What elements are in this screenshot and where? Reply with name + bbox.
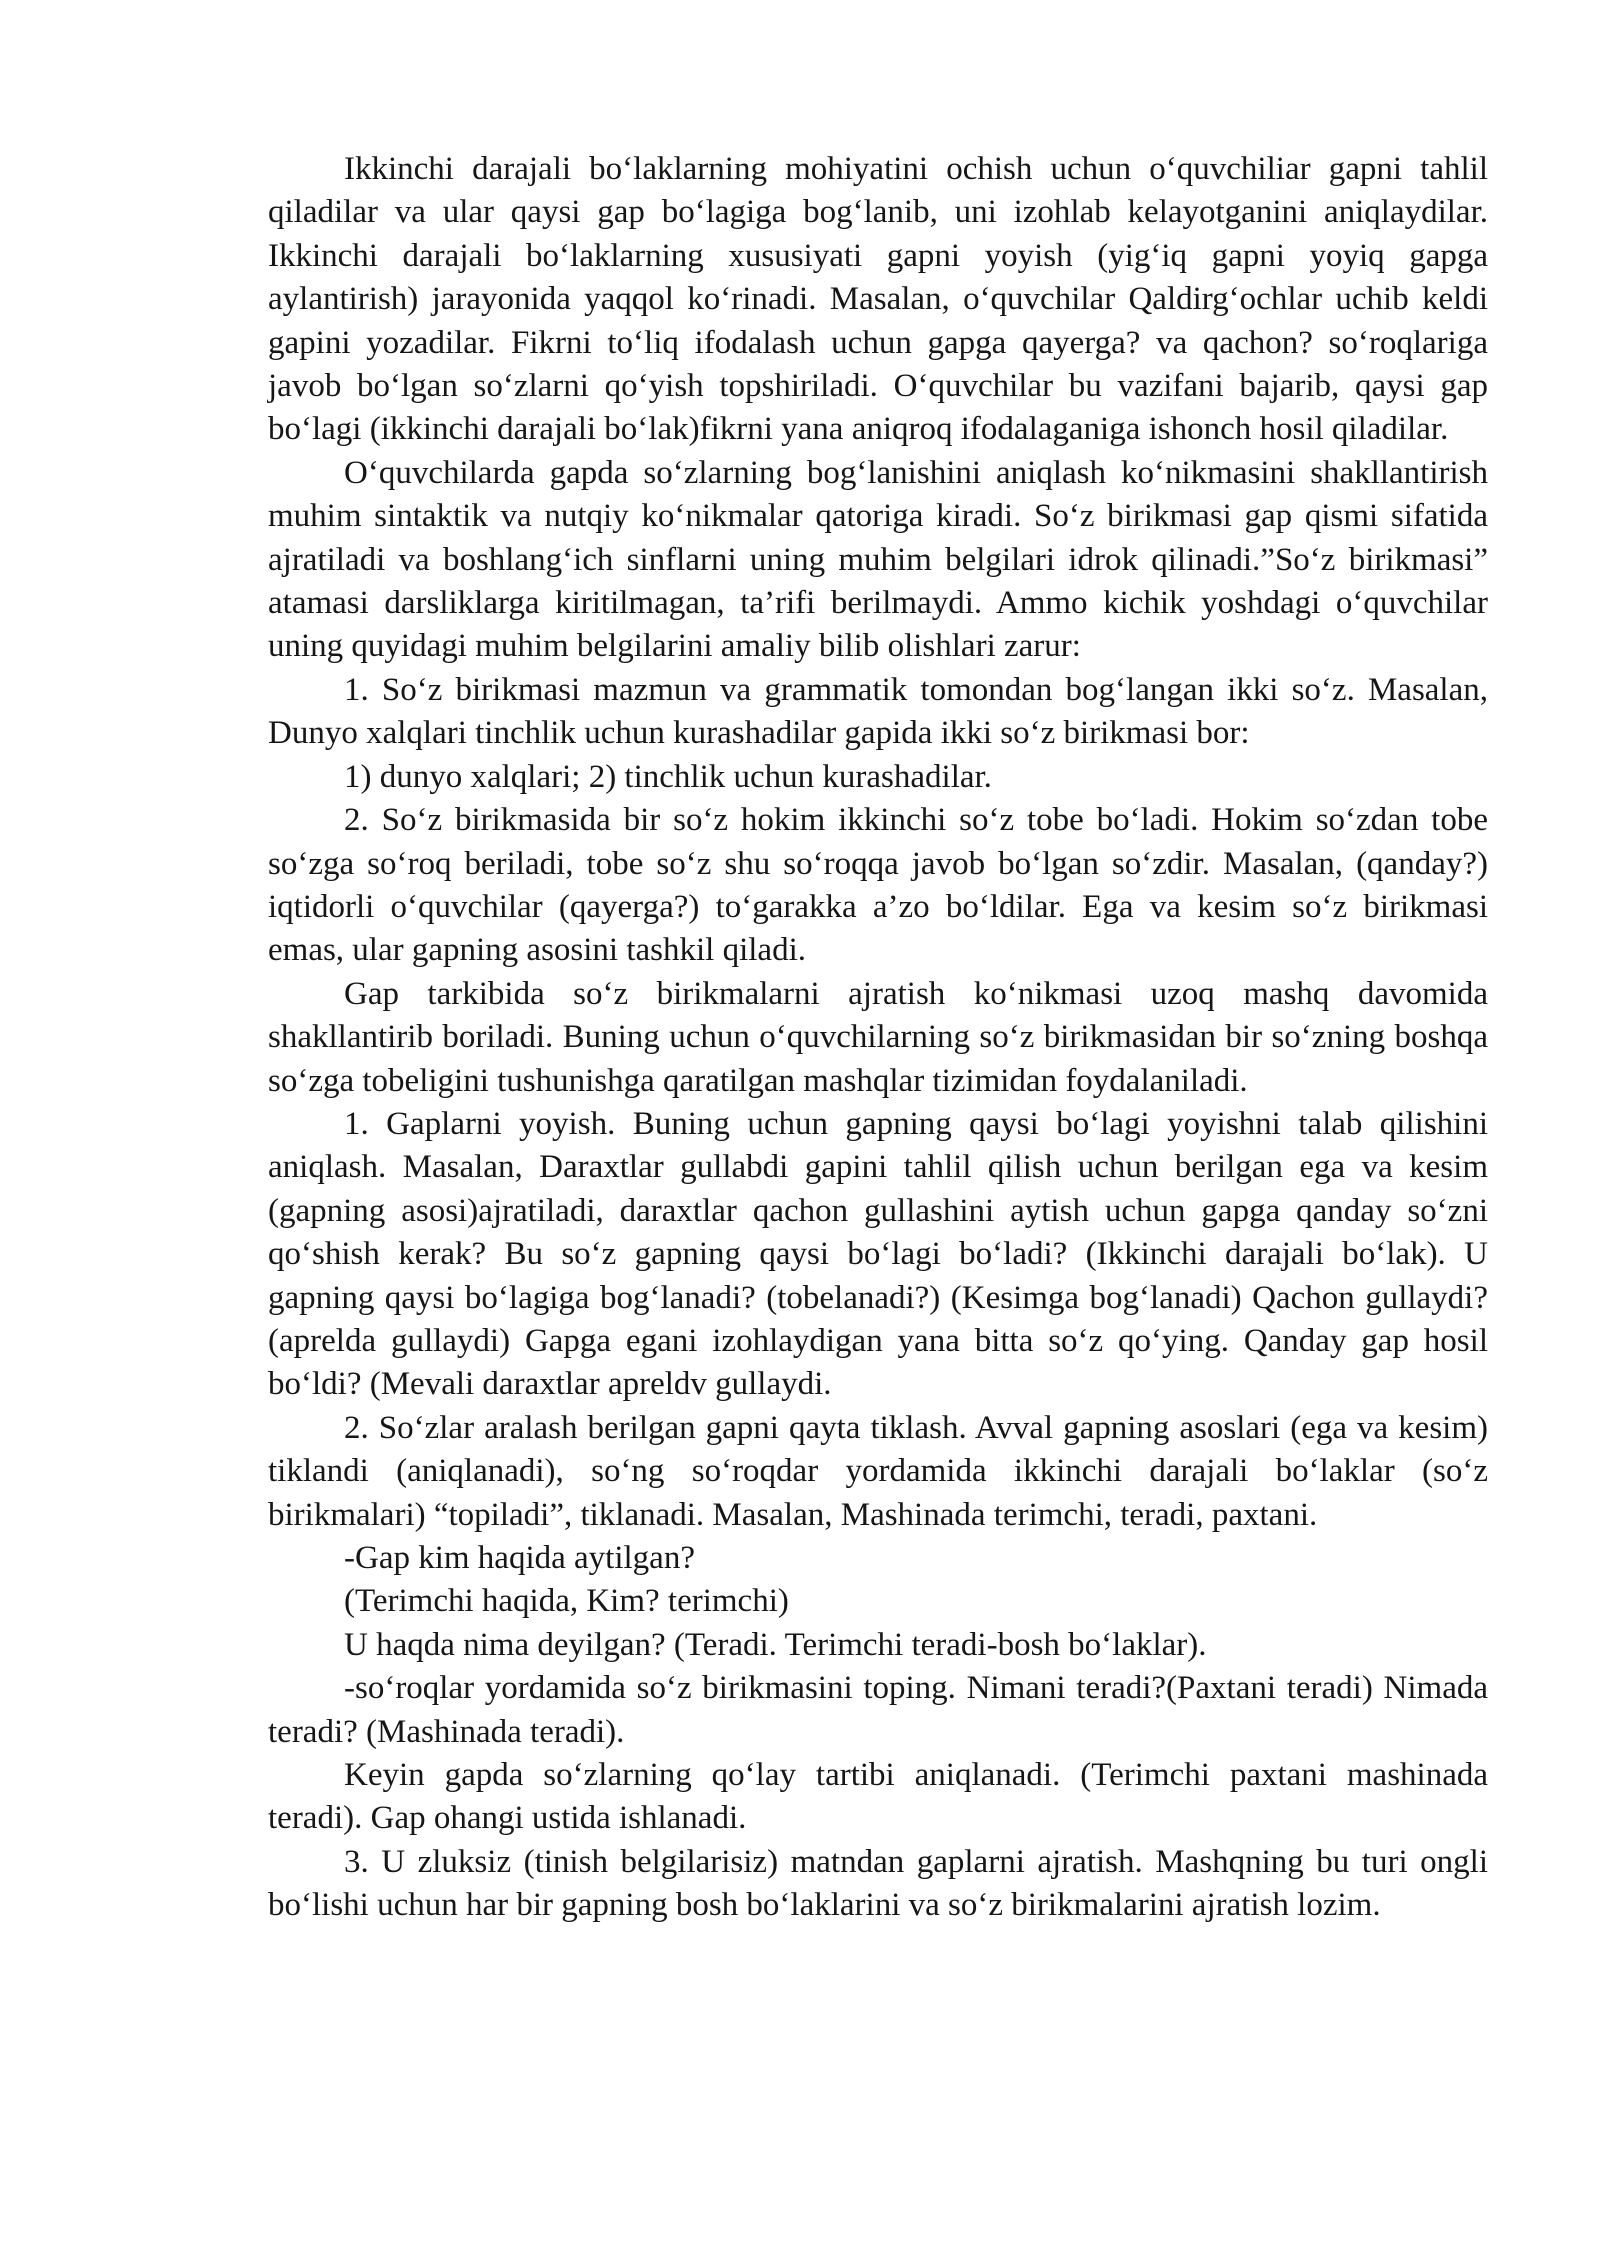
paragraph-answer-who: (Terimchi haqida, Kim? terimchi) [344, 1583, 789, 1620]
paragraph-point-1-phrase-definition: 1. So‘z birikmasi mazmun va grammatik tomondan bog‘langan ikki so‘z. Masalan, Dunyo xalqlari tinchlik uchun kurashadilar gapida ikki so‘z birikmasi bor: [268, 671, 1488, 752]
paragraph-exercise-1-expanding: 1. Gaplarni yoyish. Buning uchun gapning qaysi bo‘lagi yoyishni talab qilishini aniqlash. Masalan, Daraxtlar gullabdi gapini tahlil qilish uchun berilgan ega va kesim (gapning asosi)ajratiladi, daraxtlar qachon gullashini aytish uchun gapga qanday so‘zni qo‘shish kerak? Bu so‘z gapning qaysi bo‘lagi bo‘ladi? (Ikkinchi darajali bo‘lak). U gapning qaysi bo‘lagiga bog‘lanadi? (tobelanadi?) (Kesimga bog‘lanadi) Qachon gullaydi? (aprelda gullaydi) Gapga egani izohlaydigan yana bitta so‘z qo‘ying. Qanday gap hosil bo‘ldi? (Mevali daraxtlar apreldv gullaydi. [268, 1105, 1488, 1403]
paragraph-secondary-parts-intro: Ikkinchi darajali bo‘laklarning mohiyatini ochish uchun o‘quvchiliar gapni tahlil qiladilar va ular qaysi gap bo‘lagiga bog‘lanib, uni izohlab kelayotganini aniqlaydilar. Ikkinchi darajali bo‘laklarning xususiyati gapni yoyish (yig‘iq gapni yoyiq gapga aylantirish) jarayonida yaqqol ko‘rinadi. Masalan, o‘quvchilar Qaldirg‘ochlar uchib keldi gapini yozadilar. Fikrni to‘liq ifodalash uchun gapga qayerga? va qachon? so‘roqlariga javob bo‘lgan so‘zlarni qo‘yish topshiriladi. O‘quvchilar bu vazifani bajarib, qaysi gap bo‘lagi (ikkinchi darajali bo‘lak)fikrni yana aniqroq ifodalaganiga ishonch hosil qiladilar. [268, 151, 1488, 448]
paragraph-exercise-2-restoring: 2. So‘zlar aralash berilgan gapni qayta tiklash. Avval gapning asoslari (ega va kesim) tiklandi (aniqlanadi), so‘ng so‘roqdar yordamida ikkinchi darajali bo‘laklar (so‘z birikmalari) “topiladi”, tiklanadi. Masalan, Mashinada terimchi, teradi, paxtani. [268, 1409, 1488, 1533]
paragraph-phrase-extraction-skill: Gap tarkibida so‘z birikmalarni ajratish ko‘nikmasi uzoq mashq davomida shakllantirib boriladi. Buning uchun o‘quvchilarning so‘z birikmasidan bir so‘zning boshqa so‘zga tobeligini tushunishga qaratilgan mashqlar tizimidan foydalaniladi. [268, 975, 1488, 1099]
paragraph-question-what-said: U haqda nima deyilgan? (Teradi. Terimchi teradi-bosh bo‘laklar). [344, 1626, 1207, 1663]
paragraph-question-who: -Gap kim haqida aytilgan? [344, 1540, 695, 1576]
paragraph-point-2-head-dependent: 2. So‘z birikmasida bir so‘z hokim ikkinchi so‘z tobe bo‘ladi. Hokim so‘zdan tobe so‘zga so‘roq beriladi, tobe so‘z shu so‘roqqa javob bo‘lgan so‘zdir. Masalan, (qanday?) iqtidorli o‘quvchilar (qayerga?) to‘garakka a’zo bo‘ldilar. Ega va kesim so‘z birikmasi emas, ular gapning asosini tashkil qiladi. [268, 802, 1488, 969]
paragraph-word-order: Keyin gapda so‘zlarning qo‘lay tartibi aniqlanadi. (Terimchi paxtani mashinada teradi). Gap ohangi ustida ishlanadi. [268, 1757, 1488, 1837]
paragraph-exercise-3-splitting: 3. U zluksiz (tinish belgilarisiz) matndan gaplarni ajratish. Mashqning bu turi ongli bo‘lishi uchun har bir gapning bosh bo‘laklarini va so‘z birikmalarini ajratish lozim. [268, 1843, 1488, 1924]
paragraph-find-phrases: -so‘roqlar yordamida so‘z birikmasini toping. Nimani teradi?(Paxtani teradi) Nimada teradi? (Mashinada teradi). [268, 1670, 1488, 1750]
paragraph-point-1-examples: 1) dunyo xalqlari; 2) tinchlik uchun kurashadilar. [344, 758, 992, 795]
document-page [268, 148, 1488, 1928]
paragraph-word-links-skill: O‘quvchilarda gapda so‘zlarning bog‘lanishini aniqlash ko‘nikmasini shakllantirish muhim sintaktik va nutqiy ko‘nikmalar qatoriga kiradi. So‘z birikmasi gap qismi sifatida ajratiladi va boshlang‘ich sinflarni uning muhim belgilari idrok qilinadi.”So‘z birikmasi” atamasi darsliklarga kiritilmagan, ta’rifi berilmaydi. Ammo kichik yoshdagi o‘quvchilar uning quyidagi muhim belgilarini amaliy bilib olishlari zarur: [268, 454, 1488, 665]
